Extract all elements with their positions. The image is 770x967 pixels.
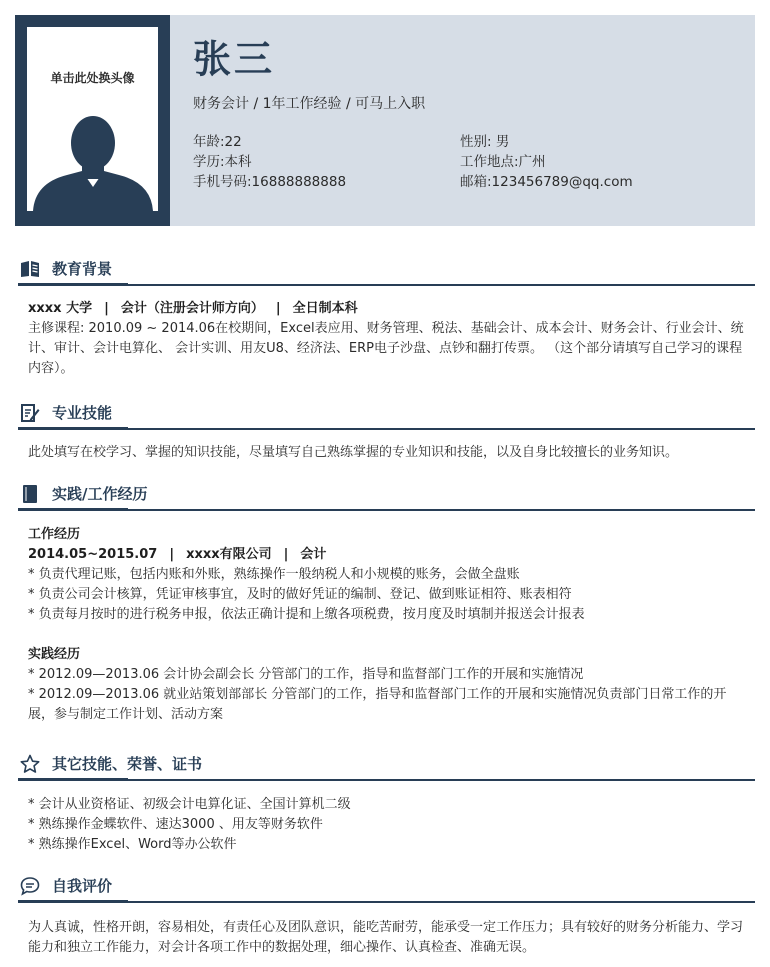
- self-eval-content: 为人真诚，性格开朗，容易相处，有责任心及团队意识，能吃苦耐劳，能承受一定工作压力；具有较好的财务分析能力、学习能力和独立工作能力，对会计各项工作中的数据处理，细心操作、认真检查、准确无误。: [28, 920, 744, 955]
- list-item: * 2012.09—2013.06 就业站策划部部长 分管部门的工作，指导和监督部门工作的开展和实施情况负责部门日常工作的开展，参与制定工作计划、活动方案: [28, 687, 727, 722]
- list-item: * 2012.09—2013.06 会计协会副会长 分管部门的工作，指导和监督部门工作的开展和实施情况: [28, 667, 584, 682]
- education-level: 学历:本科: [193, 154, 252, 170]
- list-item: * 熟练操作Excel、Word等办公软件: [28, 837, 237, 852]
- avatar[interactable]: [27, 27, 158, 211]
- section-title: 专业技能: [52, 404, 113, 422]
- edit-document-icon: [20, 403, 40, 423]
- book-open-icon: [20, 259, 40, 279]
- info-right: [460, 132, 633, 192]
- section-skills: [18, 400, 755, 428]
- experience-content: [28, 525, 744, 725]
- practice-subtitle: 实践经历: [28, 647, 81, 662]
- section-education: [18, 256, 755, 284]
- school: xxxx 大学: [28, 301, 93, 316]
- list-item: * 熟练操作金蝶软件、速达3000 、用友等财务软件: [28, 817, 323, 832]
- section-title: 自我评价: [52, 877, 113, 895]
- info-left: [193, 132, 346, 192]
- major: 会计（注册会计师方向）: [120, 301, 264, 316]
- work-subtitle: 工作经历: [28, 527, 81, 542]
- email: 邮箱:123456789@qq.com: [460, 174, 633, 190]
- education-content: [28, 299, 744, 379]
- skills-content: 此处填写在校学习、掌握的知识技能，尽量填写自己熟练掌握的专业知识和技能，以及自身比较擅长的业务知识。: [28, 445, 679, 460]
- section-title: 教育背景: [52, 260, 113, 278]
- section-divider: [18, 509, 755, 511]
- work-location: 工作地点:广州: [460, 154, 546, 170]
- phone: 手机号码:16888888888: [193, 174, 347, 190]
- avatar-hint: 单击此处换头像: [50, 71, 135, 85]
- work-role: 会计: [300, 547, 327, 562]
- section-divider: [18, 901, 755, 903]
- section-divider: [18, 779, 755, 781]
- gender: 性别: 男: [460, 134, 510, 150]
- job-summary: 财务会计 / 1年工作经验 / 可马上入职: [193, 96, 426, 112]
- list-item: * 负责每月按时的进行税务申报，依法正确计提和上缴各项税费，按月度及时填制并报送会计报表: [28, 607, 585, 622]
- education-summary: xxxx 大学 | 会计（注册会计师方向） | 全日制本科: [28, 301, 358, 316]
- section-self-eval: [18, 873, 755, 901]
- courses: 主修课程: 2010.09 ~ 2014.06在校期间，Excel表应用、财务管理、税法、基础会计、成本会计、财务会计、行业会计、统计、审计、会计电算化、 会计实训、用友U8、经济法、ERP电子沙盘、点钞和翻打传票。 （这个部分请填写自己学习的课程内容）。: [28, 321, 744, 376]
- honors-content: [28, 795, 744, 855]
- work-period: 2014.05~2015.07: [28, 547, 158, 562]
- section-title: 实践/工作经历: [52, 485, 148, 503]
- section-experience: [18, 481, 755, 509]
- list-item: * 负责代理记账，包括内账和外账，熟练操作一般纳税人和小规模的账务，会做全盘账: [28, 567, 520, 582]
- avatar-frame: [15, 15, 170, 226]
- candidate-name: 张三: [193, 37, 276, 81]
- section-divider: [18, 284, 755, 286]
- section-honors: [18, 751, 755, 779]
- chat-bubble-icon: [20, 876, 40, 896]
- list-item: * 负责公司会计核算，凭证审核事宜，及时的做好凭证的编制、登记、做到账证相符、账表相符: [28, 587, 572, 602]
- list-item: * 会计从业资格证、初级会计电算化证、全国计算机二级: [28, 797, 351, 812]
- work-summary: 2014.05~2015.07 | xxxx有限公司 | 会计: [28, 547, 327, 562]
- notebook-icon: [20, 484, 40, 504]
- section-title: 其它技能、荣誉、证书: [52, 755, 203, 773]
- age: 年龄:22: [193, 134, 242, 150]
- star-icon: [20, 754, 40, 774]
- person-silhouette-icon: [27, 91, 158, 211]
- section-divider: [18, 428, 755, 430]
- degree: 全日制本科: [292, 301, 358, 316]
- work-company: xxxx有限公司: [186, 547, 272, 562]
